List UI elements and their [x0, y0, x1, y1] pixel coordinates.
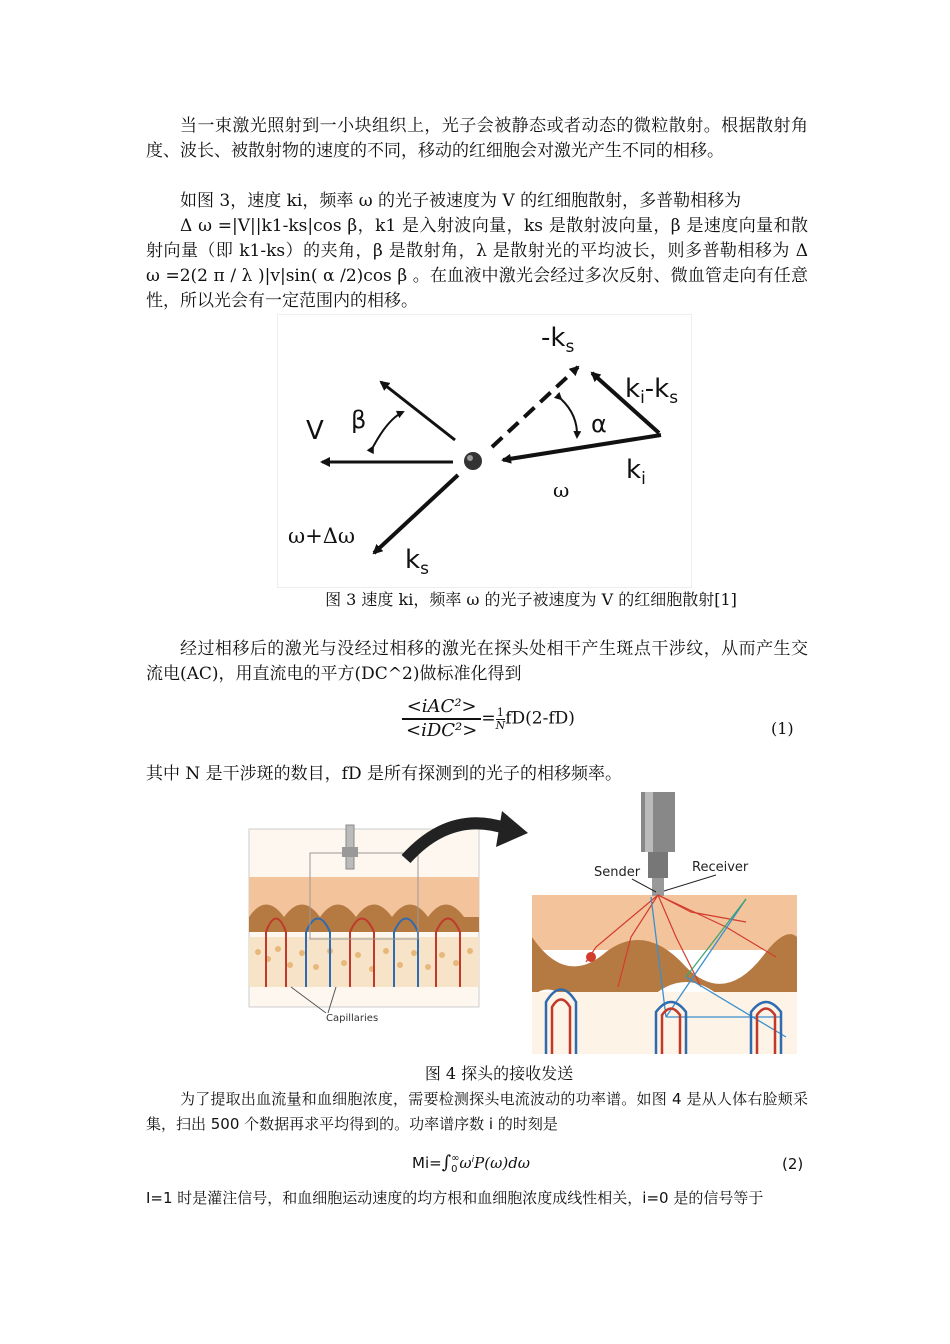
paragraph-speckle: 经过相移后的激光与没经过相移的激光在探头处相干产生斑点干涉纹，从而产生交流电(AC)，用直流电的平方(DC^2)做标准化得到: [146, 639, 808, 684]
label-sender: Sender: [594, 865, 641, 880]
alpha-angle-arc: [561, 399, 577, 437]
figure-3-caption: 图 3 速度 ki，频率 ω 的光子被速度为 V 的红细胞散射[1]: [325, 590, 737, 609]
label-receiver: Receiver: [692, 860, 749, 875]
paragraph-perfusion: I=1 时是灌注信号，和血细胞运动速度的均方根和血细胞浓度成线性相关，i=0 是的信号等于: [146, 1189, 764, 1207]
equation-1-rest: fD(2-fD): [505, 708, 575, 729]
equation-1: $\frac{\text{<iAC²>}}{\text{<iDC²>}}$ = $\frac{1}{N}$ fD(2-fD): [402, 696, 575, 742]
paragraph-doppler: Δ ω =|V||k1-ks|cos β，k1 是入射波向量，ks 是散射波向量，β 是速度向量和散射向量（即 k1-ks）的夹角，β 是散射角，λ 是散射光的平均波长，则多普勒相移为 Δ ω =2(2 π / λ )|v|sin( α /2)cos β 。在血液中激光会经过多次反射、微血管走向有任意性，所以光会有一定范围内的相移。: [146, 216, 808, 311]
beta-angle-arc: [373, 412, 403, 447]
paragraph-n-definition: 其中 N 是干涉斑的数目，fD 是所有探测到的光子的相移频率。: [146, 764, 623, 784]
probe-tissue-illustration: [246, 787, 802, 1059]
label-ks: $k_s$: [405, 545, 429, 579]
label-alpha: α: [591, 410, 607, 438]
paragraph-power-spectrum: 为了提取出血流量和血细胞浓度，需要检测探头电流波动的功率谱。如图 4 是从人体右脸颊采集，扫出 500 个数据再求平均得到的。功率谱序数 i 的时刻是: [146, 1090, 808, 1133]
paragraph-doppler-line1: 如图 3，速度 ki，频率 ω 的光子被速度为 V 的红细胞散射，多普勒相移为: [180, 191, 742, 211]
arrow-neg-ks: [492, 367, 578, 447]
equation-2-number: (2): [782, 1155, 804, 1173]
equation-2: Mi=∫ ∞ 0 $\omega^iP(\omega)d\omega$: [412, 1152, 531, 1175]
label-capillaries: Capillaries: [326, 1013, 379, 1024]
figure-4-caption: 图 4 探头的接收发送: [424, 1064, 574, 1083]
equation-1-fraction: [402, 696, 481, 742]
label-omega: ω: [553, 478, 570, 502]
red-blood-cell-dot: [464, 452, 482, 470]
equation-1-numerator: <iAC²>: [402, 696, 481, 720]
equation-1-number: (1): [771, 719, 794, 738]
label-ki: $k_i$: [626, 455, 646, 489]
label-velocity: V: [306, 416, 324, 446]
figure-4-probe-diagram: [246, 787, 802, 1059]
arrow-beta-side: [381, 382, 455, 440]
paragraph-intro: 当一束激光照射到一小块组织上，光子会被静态或者动态的微粒散射。根据散射角度、波长、被散射物的速度的不同，移动的红细胞会对激光产生不同的相移。: [146, 116, 808, 161]
label-neg-ks: $-k_s$: [541, 323, 575, 357]
scattering-vector-diagram: [278, 315, 691, 587]
figure-3-scattering-diagram: [277, 314, 692, 588]
equation-1-denominator: <iDC²>: [406, 720, 478, 741]
arrow-ks: [374, 475, 458, 553]
label-ki-minus-ks: $k_i-k_s$: [625, 374, 679, 408]
label-omega-plus-delta: ω+Δω: [288, 524, 356, 548]
label-beta: β: [351, 406, 367, 434]
